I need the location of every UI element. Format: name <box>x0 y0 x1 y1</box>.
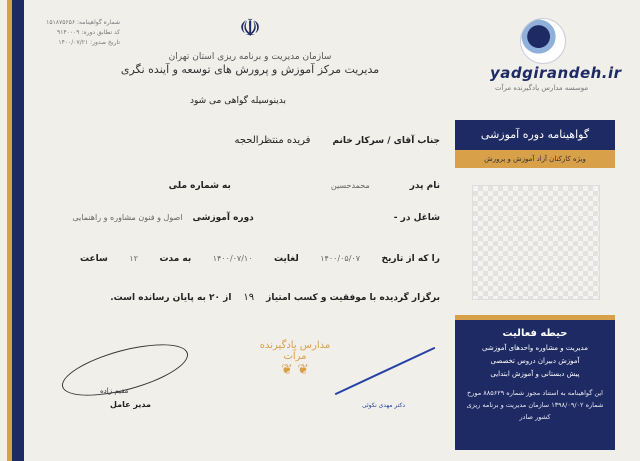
duration-value: ۱۲ <box>129 254 138 263</box>
org-line-2: مدیریت مرکز آموزش و پرورش های توسعه و آینده نگری <box>120 63 380 76</box>
to-label: لغایت <box>274 254 299 264</box>
result-suffix: از ۲۰ به پایان رسانده است. <box>110 293 232 303</box>
certificate-meta <box>30 18 120 48</box>
course-code: ۹۱۴۰۰۰۹ <box>56 29 80 36</box>
signature-right <box>335 347 436 395</box>
to-date: ۱۴۰۰/۰۷/۱۰ <box>212 254 253 263</box>
certificate-title: گواهینامه دوره آموزشی <box>455 120 615 150</box>
brand-name: yadgirandeh.ir <box>490 64 622 82</box>
signature-left <box>57 334 193 406</box>
from-label: را که از تاریخ <box>381 254 440 264</box>
issue-date-label: تاریخ صدور: <box>90 39 120 46</box>
org-line-1: سازمان مدیریت و برنامه ریزی استان تهران <box>168 52 332 62</box>
signer-left-name: مقیم زاده <box>100 387 129 395</box>
activity-box <box>455 315 615 450</box>
issue-date: ۱۴۰۰/۰۷/۲۱ <box>58 39 89 46</box>
recipient-name: فریده منتظرالحجه <box>234 135 311 146</box>
duration-label: به مدت <box>159 254 192 264</box>
seal-line-1: مدارس یادگیرنده <box>259 340 331 351</box>
course-label: دوره آموزشی <box>192 213 254 223</box>
signer-left-title: مدیر عامل <box>110 400 151 409</box>
certificate-subtitle: ویژه کارکنان آزاد آموزش و پرورش <box>455 150 615 168</box>
date-row <box>80 254 440 264</box>
intro-text: بدینوسیله گواهی می شود <box>190 96 286 106</box>
score: ۱۹ <box>243 292 255 303</box>
hours-label: ساعت <box>80 254 108 264</box>
result-row <box>40 292 440 303</box>
brand-logo-icon <box>520 18 566 64</box>
result-prefix: برگزار گردیده با موفقیت و کسب امتیاز <box>266 293 440 303</box>
iran-emblem-icon: ☫ <box>239 14 261 42</box>
father-name: محمدحسین <box>330 181 370 190</box>
activity-line: مدیریت و مشاوره واحدهای آموزشی <box>482 344 588 352</box>
school-seal <box>250 340 340 378</box>
activity-line: پیش دبستانی و آموزش ابتدایی <box>490 370 580 378</box>
brand-subtitle: موسسه مدارس یادگیرنده مرآت <box>495 84 589 92</box>
laurel-icon: ❦ ❦ <box>281 362 309 378</box>
license-text: این گواهینامه به استناد مجوز شماره ۸۸۵۶۲۹ مورخ شماره ۱۳۹۸/۰۹/۰۲ سازمان مدیریت و برنامه ریزی کشور صادر <box>466 389 604 421</box>
photo-placeholder <box>472 185 600 300</box>
activity-title: حیطه فعالیت <box>502 328 568 339</box>
course-name: اصول و فنون مشاوره و راهنمایی <box>72 213 183 222</box>
activity-line: آموزش دبیران دروس تخصصی <box>490 357 580 365</box>
recipient-row <box>60 135 440 146</box>
cert-number: ۱۵۱۸۷۵۶۵۶ <box>46 19 76 26</box>
cert-number-label: شماره گواهینامه: <box>77 19 120 26</box>
seal-line-2: مرآت <box>283 351 307 362</box>
from-date: ۱۴۰۰/۰۵/۰۷ <box>320 254 360 263</box>
national-id-label: به شماره ملی <box>168 181 231 191</box>
signer-right-name: دکتر مهدی نکوئی <box>362 402 406 409</box>
employed-label: شاغل در - <box>393 213 440 223</box>
course-code-label: کد تطابق دوره: <box>81 29 120 36</box>
father-label: نام پدر <box>409 181 440 191</box>
salutation: جناب آقای / سرکار خانم <box>332 136 440 146</box>
decor-strip-blue <box>12 0 24 461</box>
course-row <box>60 213 440 223</box>
father-row <box>60 181 440 191</box>
